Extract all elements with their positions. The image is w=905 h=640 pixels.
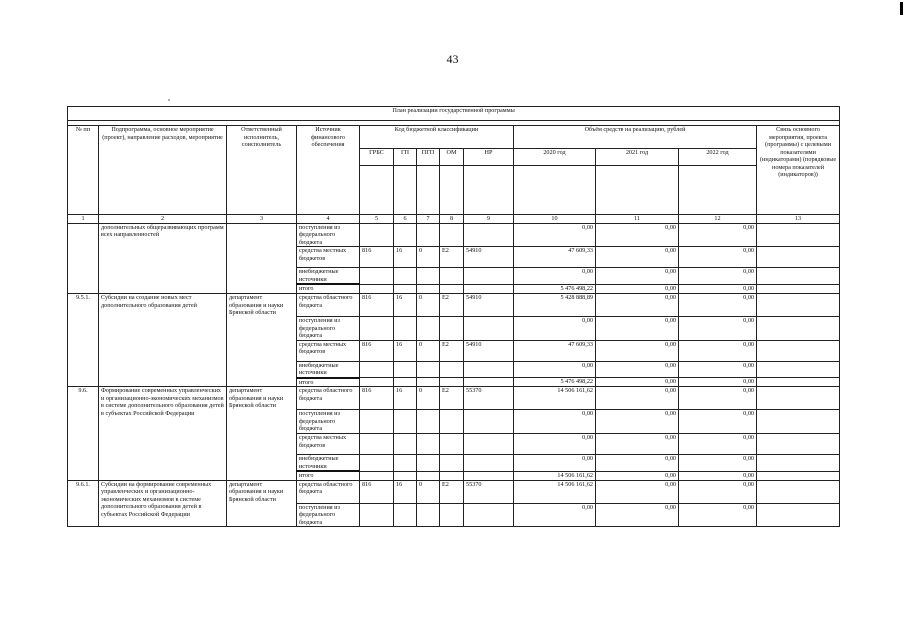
code-gp: 16 xyxy=(394,387,417,410)
code-grbs xyxy=(360,361,394,378)
code-om xyxy=(440,316,464,340)
code-grbs xyxy=(360,471,394,480)
code-pgp xyxy=(417,434,440,455)
code-nr: 54910 xyxy=(464,340,514,361)
amount-2020: 0,00 xyxy=(514,268,596,285)
code-nr: 55370 xyxy=(464,480,514,503)
code-om xyxy=(440,455,464,472)
amount-2020: 14 506 161,62 xyxy=(514,471,596,480)
funding-source: средства местных бюджетов xyxy=(297,247,360,268)
amount-2021: 0,00 xyxy=(596,223,679,247)
amount-2021: 0,00 xyxy=(596,434,679,455)
funding-source: средства областного бюджета xyxy=(297,293,360,316)
item-executor xyxy=(227,223,297,293)
amount-2022: 0,00 xyxy=(679,503,757,527)
code-gp: 16 xyxy=(394,340,417,361)
amount-2022: 0,00 xyxy=(679,455,757,472)
amount-2022: 0,00 xyxy=(679,378,757,387)
amount-2020: 0,00 xyxy=(514,434,596,455)
code-om: E2 xyxy=(440,247,464,268)
amount-2021: 0,00 xyxy=(596,387,679,410)
funding-source: средства областного бюджета xyxy=(297,480,360,503)
header-volume: Объём средств на реализацию, рублей xyxy=(514,126,757,149)
funding-source: средства областного бюджета xyxy=(297,387,360,410)
code-pgp: 0 xyxy=(417,387,440,410)
code-nr xyxy=(464,434,514,455)
code-grbs: 816 xyxy=(360,387,394,410)
header-year-2021: 2021 год xyxy=(596,149,679,166)
header-year-2022: 2022 год xyxy=(679,149,757,166)
code-pgp xyxy=(417,471,440,480)
indicator-link xyxy=(757,387,840,410)
amount-2022: 0,00 xyxy=(679,223,757,247)
code-grbs: 816 xyxy=(360,340,394,361)
indicator-link xyxy=(757,316,840,340)
code-grbs xyxy=(360,410,394,434)
code-grbs xyxy=(360,455,394,472)
item-name: Субсидии на формирование современных управленческих и организационно-экономических механизмов в системе дополнительного образования детей в субъектах Российской Федерации xyxy=(99,480,227,527)
code-om xyxy=(440,503,464,527)
column-number: 12 xyxy=(679,215,757,224)
code-nr xyxy=(464,361,514,378)
funding-source: внебюджетные источники xyxy=(297,455,360,472)
code-grbs xyxy=(360,268,394,285)
amount-2021: 0,00 xyxy=(596,410,679,434)
code-nr xyxy=(464,455,514,472)
code-gp xyxy=(394,284,417,293)
amount-2021: 0,00 xyxy=(596,284,679,293)
column-number: 7 xyxy=(417,215,440,224)
code-nr xyxy=(464,268,514,285)
indicator-link xyxy=(757,340,840,361)
code-grbs xyxy=(360,316,394,340)
indicator-link xyxy=(757,455,840,472)
amount-2020: 47 609,33 xyxy=(514,247,596,268)
code-nr: 54910 xyxy=(464,293,514,316)
indicator-link xyxy=(757,293,840,316)
page-number: 43 xyxy=(446,52,459,66)
code-pgp xyxy=(417,268,440,285)
amount-2021: 0,00 xyxy=(596,455,679,472)
amount-2021: 0,00 xyxy=(596,378,679,387)
item-number: 9.5.1. xyxy=(68,293,99,386)
amount-2021: 0,00 xyxy=(596,471,679,480)
code-om: E2 xyxy=(440,293,464,316)
code-gp: 16 xyxy=(394,247,417,268)
code-gp: 16 xyxy=(394,480,417,503)
code-grbs xyxy=(360,434,394,455)
code-gp xyxy=(394,378,417,387)
amount-2022: 0,00 xyxy=(679,247,757,268)
header-gp: ГП xyxy=(394,149,417,166)
code-gp xyxy=(394,471,417,480)
scan-speck xyxy=(168,99,170,101)
item-name: Формирование современных управленческих и организационно-экономических механизмов в системе дополнительного образования детей в субъектах Российской Федерации xyxy=(99,387,227,480)
program-plan-table xyxy=(67,106,840,527)
funding-source: средства местных бюджетов xyxy=(297,340,360,361)
code-gp xyxy=(394,455,417,472)
code-pgp xyxy=(417,316,440,340)
column-number-row xyxy=(68,215,840,224)
code-nr: 55370 xyxy=(464,387,514,410)
code-gp xyxy=(394,268,417,285)
funding-source: поступления из федерального бюджета xyxy=(297,410,360,434)
indicator-link xyxy=(757,378,840,387)
code-om xyxy=(440,223,464,247)
column-number: 1 xyxy=(68,215,99,224)
amount-2020: 0,00 xyxy=(514,316,596,340)
funding-source: итого xyxy=(297,378,360,387)
column-number: 2 xyxy=(99,215,227,224)
amount-2021: 0,00 xyxy=(596,361,679,378)
code-pgp: 0 xyxy=(417,247,440,268)
code-gp xyxy=(394,410,417,434)
table-title: План реализации государственной программы xyxy=(68,107,840,121)
code-nr xyxy=(464,410,514,434)
code-om: E2 xyxy=(440,340,464,361)
code-grbs xyxy=(360,378,394,387)
code-pgp xyxy=(417,223,440,247)
funding-source: средства местных бюджетов xyxy=(297,434,360,455)
funding-source: внебюджетные источники xyxy=(297,268,360,285)
header-grbs: ГРБС xyxy=(360,149,394,166)
code-grbs: 816 xyxy=(360,293,394,316)
code-grbs xyxy=(360,223,394,247)
amount-2020: 0,00 xyxy=(514,410,596,434)
code-grbs xyxy=(360,284,394,293)
header-year-2020: 2020 год xyxy=(514,149,596,166)
funding-source: итого xyxy=(297,284,360,293)
amount-2020: 5 428 888,89 xyxy=(514,293,596,316)
item-number: 9.6. xyxy=(68,387,99,480)
header-executor: Ответственный исполнитель, соисполнитель xyxy=(227,126,297,215)
code-gp xyxy=(394,434,417,455)
header-source: Источник финансового обеспечения xyxy=(297,126,360,215)
item-number: 9.6.1. xyxy=(68,480,99,527)
code-om xyxy=(440,471,464,480)
item-number xyxy=(68,223,99,293)
header-num: № пп xyxy=(68,126,99,215)
amount-2022: 0,00 xyxy=(679,480,757,503)
code-gp: 16 xyxy=(394,293,417,316)
amount-2020: 0,00 xyxy=(514,361,596,378)
table-row xyxy=(68,293,840,316)
amount-2022: 0,00 xyxy=(679,284,757,293)
funding-source: итого xyxy=(297,471,360,480)
code-pgp xyxy=(417,455,440,472)
code-gp xyxy=(394,503,417,527)
funding-source: внебюджетные источники xyxy=(297,361,360,378)
code-om xyxy=(440,378,464,387)
amount-2022: 0,00 xyxy=(679,293,757,316)
code-pgp: 0 xyxy=(417,293,440,316)
amount-2020: 14 506 161,62 xyxy=(514,387,596,410)
indicator-link xyxy=(757,434,840,455)
code-om xyxy=(440,268,464,285)
header-budget-code: Код бюджетной классификации xyxy=(360,126,514,149)
item-name: дополнительных общеразвивающих программ всех направленностей xyxy=(99,223,227,293)
header-indicator-link: Связь основного мероприятия, проекта (программы) с целевыми показателями (индикаторами) (порядковые номера показателей (индикаторов)) xyxy=(757,126,840,215)
code-grbs xyxy=(360,503,394,527)
code-pgp xyxy=(417,284,440,293)
column-number: 8 xyxy=(440,215,464,224)
amount-2021: 0,00 xyxy=(596,247,679,268)
indicator-link xyxy=(757,361,840,378)
amount-2022: 0,00 xyxy=(679,410,757,434)
item-executor: департамент образования и науки Брянской области xyxy=(227,387,297,480)
amount-2021: 0,00 xyxy=(596,293,679,316)
amount-2022: 0,00 xyxy=(679,268,757,285)
code-grbs: 816 xyxy=(360,480,394,503)
amount-2020: 47 609,33 xyxy=(514,340,596,361)
item-executor: департамент образования и науки Брянской области xyxy=(227,480,297,527)
code-pgp xyxy=(417,410,440,434)
amount-2022: 0,00 xyxy=(679,471,757,480)
code-pgp xyxy=(417,378,440,387)
amount-2022: 0,00 xyxy=(679,361,757,378)
scan-edge-mark xyxy=(900,2,903,15)
amount-2021: 0,00 xyxy=(596,268,679,285)
column-number: 9 xyxy=(464,215,514,224)
amount-2022: 0,00 xyxy=(679,387,757,410)
amount-2020: 0,00 xyxy=(514,455,596,472)
column-number: 10 xyxy=(514,215,596,224)
code-grbs: 816 xyxy=(360,247,394,268)
amount-2020: 0,00 xyxy=(514,223,596,247)
code-om: E2 xyxy=(440,480,464,503)
indicator-link xyxy=(757,471,840,480)
column-number: 3 xyxy=(227,215,297,224)
funding-source: поступления из федерального бюджета xyxy=(297,503,360,527)
code-nr xyxy=(464,284,514,293)
indicator-link xyxy=(757,480,840,503)
amount-2020: 5 476 498,22 xyxy=(514,284,596,293)
indicator-link xyxy=(757,247,840,268)
code-nr xyxy=(464,378,514,387)
code-pgp xyxy=(417,503,440,527)
header-nr: НР xyxy=(464,149,514,166)
code-pgp: 0 xyxy=(417,480,440,503)
code-nr xyxy=(464,223,514,247)
code-nr: 54910 xyxy=(464,247,514,268)
item-executor: департамент образования и науки Брянской области xyxy=(227,293,297,386)
amount-2020: 14 506 161,62 xyxy=(514,480,596,503)
funding-source: поступления из федерального бюджета xyxy=(297,316,360,340)
amount-2021: 0,00 xyxy=(596,316,679,340)
amount-2022: 0,00 xyxy=(679,434,757,455)
column-number: 5 xyxy=(360,215,394,224)
code-nr xyxy=(464,316,514,340)
code-gp xyxy=(394,223,417,247)
column-number: 11 xyxy=(596,215,679,224)
indicator-link xyxy=(757,268,840,285)
table-row xyxy=(68,223,840,247)
amount-2021: 0,00 xyxy=(596,503,679,527)
code-om xyxy=(440,434,464,455)
amount-2022: 0,00 xyxy=(679,340,757,361)
code-nr xyxy=(464,503,514,527)
amount-2020: 5 476 498,22 xyxy=(514,378,596,387)
header-om: ОМ xyxy=(440,149,464,166)
amount-2022: 0,00 xyxy=(679,316,757,340)
code-om xyxy=(440,361,464,378)
column-number: 6 xyxy=(394,215,417,224)
amount-2020: 0,00 xyxy=(514,503,596,527)
code-om xyxy=(440,410,464,434)
column-number: 13 xyxy=(757,215,840,224)
column-number: 4 xyxy=(297,215,360,224)
code-nr xyxy=(464,471,514,480)
indicator-link xyxy=(757,223,840,247)
table-row xyxy=(68,387,840,410)
amount-2021: 0,00 xyxy=(596,340,679,361)
code-om: E2 xyxy=(440,387,464,410)
header-pgp: ПГП xyxy=(417,149,440,166)
header-subprogram: Подпрограмма, основное мероприятие (проект), направление расходов, мероприятие xyxy=(99,126,227,215)
code-pgp: 0 xyxy=(417,340,440,361)
indicator-link xyxy=(757,284,840,293)
amount-2021: 0,00 xyxy=(596,480,679,503)
code-gp xyxy=(394,361,417,378)
indicator-link xyxy=(757,503,840,527)
code-pgp xyxy=(417,361,440,378)
indicator-link xyxy=(757,410,840,434)
code-om xyxy=(440,284,464,293)
item-name: Субсидии на создание новых мест дополнительного образования детей xyxy=(99,293,227,386)
table-row xyxy=(68,480,840,503)
code-gp xyxy=(394,316,417,340)
funding-source: поступления из федерального бюджета xyxy=(297,223,360,247)
